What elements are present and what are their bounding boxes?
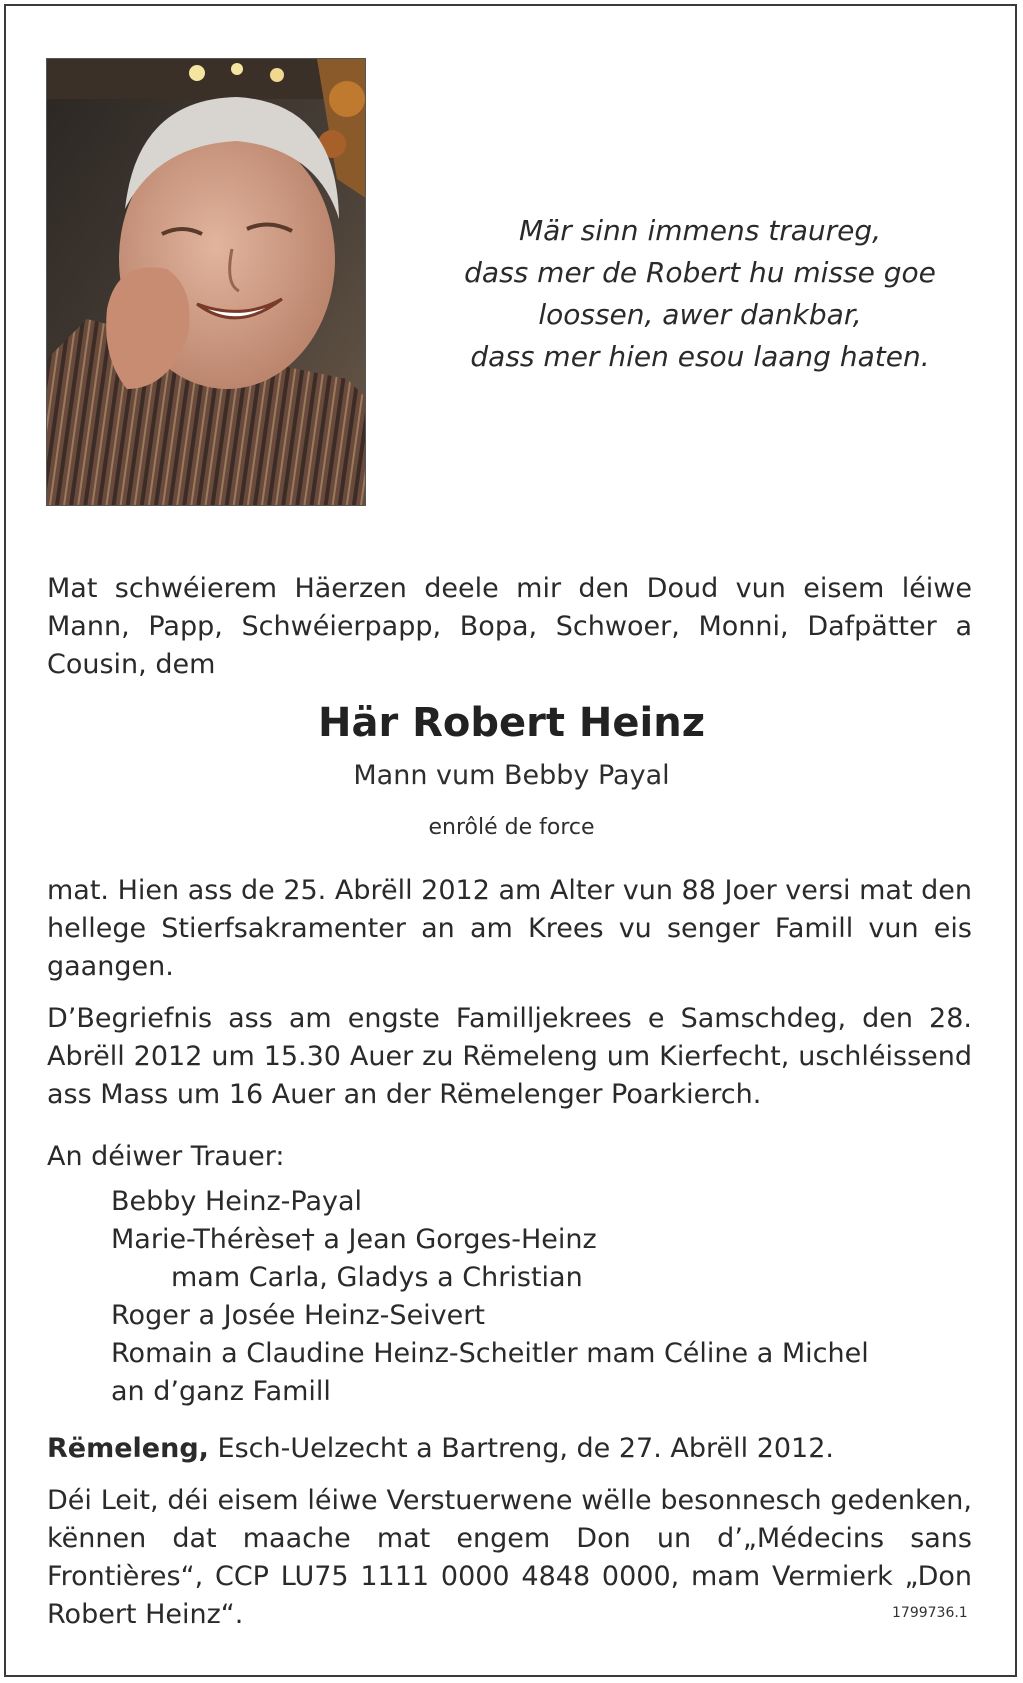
reference-number: 1799736.1 [892, 1605, 968, 1621]
intro-paragraph: Mat schwéierem Häerzen deele mir den Doud vun eisem léiwe Mann, Papp, Schwéierpapp, Bopa, Schwoer, Monni, Dafpätter a Cousin, dem [47, 573, 972, 680]
mourners-list [111, 1183, 869, 1411]
place-date-line [47, 1430, 972, 1468]
place-name: Rëmeleng, [47, 1433, 209, 1464]
mourners-heading: An déiwer Trauer: [47, 1141, 285, 1172]
mourner-entry: Bebby Heinz-Payal [111, 1186, 363, 1217]
quote-line: dass mer hien esou laang haten. [470, 340, 930, 373]
deceased-name: Här Robert Heinz [317, 700, 705, 746]
quote-line: Mär sinn immens traureg, [518, 214, 882, 247]
quote-line: loossen, awer dankbar, [538, 298, 862, 331]
funeral-paragraph: D’Begriefnis ass am engste Famillјekrees e Samschdeg, den 28. Abrëll 2012 um 15.30 Auer zu Rëmeleng um Kierfecht, uschléissend ass Mass um 16 Auer an der Rëmelenger Poarkierch. [47, 1003, 972, 1110]
mourner-entry: an d’ganz Famill [111, 1376, 331, 1407]
memorial-quote [420, 210, 980, 378]
death-paragraph: mat. Hien ass de 25. Abrëll 2012 am Alter vun 88 Joer versi mat den hellege Stierfsakramenter an am Krees vu senger Famill vun eis gaangen. [47, 875, 972, 982]
portrait-photo [46, 58, 366, 506]
donation-paragraph: Déi Leit, déi eisem léiwe Verstuerwene wëlle besonnesch gedenken, kënnen dat maache mat engem Don un d’„Médecins sans Frontières“, CCP LU75 1111 0000 4848 0000, mam Vermierk „Don Robert Heinz“. [47, 1485, 972, 1630]
mourner-entry: mam Carla, Gladys a Christian [171, 1262, 583, 1293]
mourner-entry: Romain a Claudine Heinz-Scheitler mam Céline a Michel [111, 1338, 869, 1369]
mourner-entry: Marie-Thérèse† a Jean Gorges-Heinz [111, 1224, 597, 1255]
spouse-line: Mann vum Bebby Payal [353, 760, 670, 791]
mourner-entry: Roger a Josée Heinz-Seivert [111, 1300, 485, 1331]
place-date: Esch-Uelzecht a Bartreng, de 27. Abrëll 2012. [208, 1433, 834, 1464]
note-line: enrôlé de force [428, 815, 595, 840]
quote-line: dass mer de Robert hu misse goe [464, 256, 936, 289]
